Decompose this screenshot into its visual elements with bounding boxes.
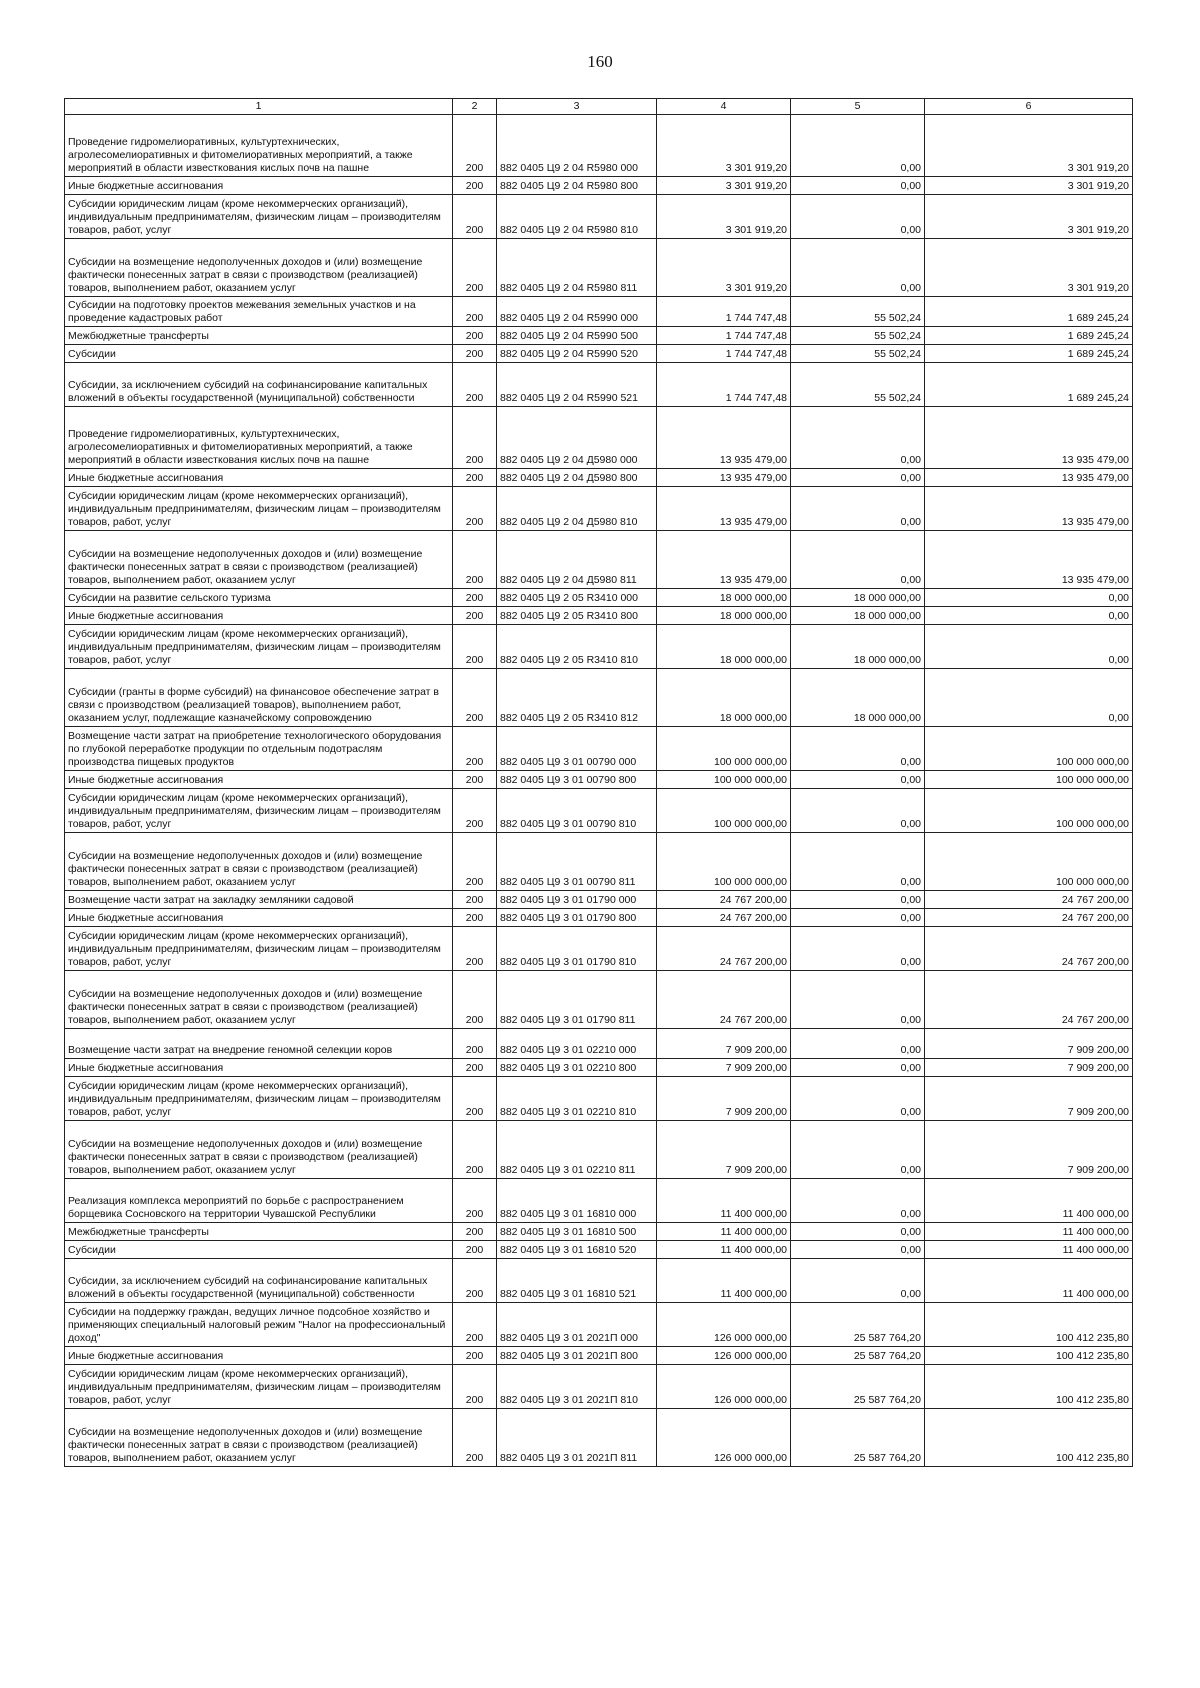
row-admin-code: 200 [453, 115, 497, 177]
row-planned-amount: 24 767 200,00 [657, 927, 791, 971]
row-classification-code: 882 0405 Ц9 3 01 02210 811 [497, 1121, 657, 1179]
row-executed-amount: 0,00 [791, 1179, 925, 1223]
row-remaining-amount: 11 400 000,00 [925, 1241, 1133, 1259]
row-executed-amount: 0,00 [791, 1029, 925, 1059]
table-row [65, 195, 1133, 239]
row-classification-code: 882 0405 Ц9 3 01 2021П 810 [497, 1365, 657, 1409]
table-row [65, 1121, 1133, 1179]
row-executed-amount: 0,00 [791, 927, 925, 971]
column-header: 5 [791, 99, 925, 115]
row-admin-code: 200 [453, 833, 497, 891]
row-classification-code: 882 0405 Ц9 3 01 02210 000 [497, 1029, 657, 1059]
table-row [65, 909, 1133, 927]
row-executed-amount: 0,00 [791, 195, 925, 239]
row-name: Иные бюджетные ассигнования [65, 771, 453, 789]
table-row [65, 239, 1133, 297]
row-name: Межбюджетные трансферты [65, 1223, 453, 1241]
row-planned-amount: 7 909 200,00 [657, 1121, 791, 1179]
row-classification-code: 882 0405 Ц9 2 04 Д5980 810 [497, 487, 657, 531]
row-classification-code: 882 0405 Ц9 3 01 2021П 000 [497, 1303, 657, 1347]
table-row [65, 1409, 1133, 1467]
row-admin-code: 200 [453, 1259, 497, 1303]
row-name: Субсидии юридическим лицам (кроме некоммерческих организаций), индивидуальным предпринимателям, физическим лицам – производителям товаров, работ, услуг [65, 927, 453, 971]
row-admin-code: 200 [453, 469, 497, 487]
row-name: Иные бюджетные ассигнования [65, 607, 453, 625]
row-planned-amount: 13 935 479,00 [657, 531, 791, 589]
row-classification-code: 882 0405 Ц9 2 04 R5990 521 [497, 363, 657, 407]
row-remaining-amount: 24 767 200,00 [925, 909, 1133, 927]
row-executed-amount: 0,00 [791, 487, 925, 531]
row-remaining-amount: 7 909 200,00 [925, 1029, 1133, 1059]
row-planned-amount: 126 000 000,00 [657, 1303, 791, 1347]
row-executed-amount: 0,00 [791, 1259, 925, 1303]
row-classification-code: 882 0405 Ц9 3 01 00790 810 [497, 789, 657, 833]
row-name: Возмещение части затрат на приобретение технологического оборудования по глубокой переработке продукции по отдельным подотраслям производства пищевых продуктов [65, 727, 453, 771]
row-remaining-amount: 1 689 245,24 [925, 327, 1133, 345]
row-remaining-amount: 11 400 000,00 [925, 1223, 1133, 1241]
row-planned-amount: 100 000 000,00 [657, 789, 791, 833]
row-remaining-amount: 24 767 200,00 [925, 891, 1133, 909]
row-remaining-amount: 0,00 [925, 589, 1133, 607]
row-planned-amount: 18 000 000,00 [657, 607, 791, 625]
row-planned-amount: 13 935 479,00 [657, 469, 791, 487]
row-classification-code: 882 0405 Ц9 2 04 Д5980 000 [497, 407, 657, 469]
row-planned-amount: 100 000 000,00 [657, 727, 791, 771]
row-classification-code: 882 0405 Ц9 3 01 00790 811 [497, 833, 657, 891]
budget-table [64, 98, 1133, 1467]
row-admin-code: 200 [453, 625, 497, 669]
row-name: Субсидии юридическим лицам (кроме некоммерческих организаций), индивидуальным предпринимателям, физическим лицам – производителям товаров, работ, услуг [65, 1077, 453, 1121]
table-row [65, 1365, 1133, 1409]
row-classification-code: 882 0405 Ц9 3 01 01790 800 [497, 909, 657, 927]
row-executed-amount: 0,00 [791, 115, 925, 177]
row-classification-code: 882 0405 Ц9 2 05 R3410 810 [497, 625, 657, 669]
row-admin-code: 200 [453, 531, 497, 589]
row-classification-code: 882 0405 Ц9 2 04 R5980 800 [497, 177, 657, 195]
row-executed-amount: 0,00 [791, 789, 925, 833]
row-executed-amount: 0,00 [791, 1223, 925, 1241]
row-classification-code: 882 0405 Ц9 3 01 01790 811 [497, 971, 657, 1029]
row-remaining-amount: 3 301 919,20 [925, 239, 1133, 297]
row-admin-code: 200 [453, 1347, 497, 1365]
row-planned-amount: 3 301 919,20 [657, 177, 791, 195]
row-classification-code: 882 0405 Ц9 2 04 Д5980 800 [497, 469, 657, 487]
row-name: Субсидии на возмещение недополученных доходов и (или) возмещение фактически понесенных затрат в связи с производством (реализацией) товаров, выполнением работ, оказанием услуг [65, 531, 453, 589]
row-planned-amount: 18 000 000,00 [657, 589, 791, 607]
row-planned-amount: 3 301 919,20 [657, 239, 791, 297]
row-name: Субсидии, за исключением субсидий на софинансирование капитальных вложений в объекты государственной (муниципальной) собственности [65, 363, 453, 407]
row-executed-amount: 0,00 [791, 1059, 925, 1077]
row-executed-amount: 25 587 764,20 [791, 1347, 925, 1365]
row-executed-amount: 0,00 [791, 239, 925, 297]
row-executed-amount: 55 502,24 [791, 297, 925, 327]
row-classification-code: 882 0405 Ц9 3 01 2021П 811 [497, 1409, 657, 1467]
table-row [65, 487, 1133, 531]
row-classification-code: 882 0405 Ц9 2 04 R5990 500 [497, 327, 657, 345]
row-classification-code: 882 0405 Ц9 3 01 16810 500 [497, 1223, 657, 1241]
row-planned-amount: 1 744 747,48 [657, 345, 791, 363]
table-row [65, 669, 1133, 727]
row-planned-amount: 1 744 747,48 [657, 327, 791, 345]
table-row [65, 177, 1133, 195]
table-row [65, 833, 1133, 891]
row-admin-code: 200 [453, 909, 497, 927]
row-admin-code: 200 [453, 607, 497, 625]
row-executed-amount: 0,00 [791, 1121, 925, 1179]
row-classification-code: 882 0405 Ц9 2 04 R5990 000 [497, 297, 657, 327]
table-row [65, 1347, 1133, 1365]
table-row [65, 625, 1133, 669]
row-executed-amount: 0,00 [791, 1241, 925, 1259]
row-remaining-amount: 13 935 479,00 [925, 407, 1133, 469]
row-executed-amount: 0,00 [791, 407, 925, 469]
row-planned-amount: 7 909 200,00 [657, 1029, 791, 1059]
row-remaining-amount: 13 935 479,00 [925, 487, 1133, 531]
row-planned-amount: 126 000 000,00 [657, 1409, 791, 1467]
row-classification-code: 882 0405 Ц9 3 01 16810 520 [497, 1241, 657, 1259]
table-row [65, 589, 1133, 607]
row-classification-code: 882 0405 Ц9 2 04 R5980 810 [497, 195, 657, 239]
row-classification-code: 882 0405 Ц9 3 01 02210 800 [497, 1059, 657, 1077]
row-planned-amount: 3 301 919,20 [657, 115, 791, 177]
page-number: 160 [587, 52, 613, 71]
row-admin-code: 200 [453, 1303, 497, 1347]
row-executed-amount: 0,00 [791, 833, 925, 891]
row-name: Субсидии на развитие сельского туризма [65, 589, 453, 607]
row-admin-code: 200 [453, 407, 497, 469]
row-classification-code: 882 0405 Ц9 3 01 00790 000 [497, 727, 657, 771]
table-row [65, 1029, 1133, 1059]
row-planned-amount: 11 400 000,00 [657, 1241, 791, 1259]
row-executed-amount: 18 000 000,00 [791, 625, 925, 669]
row-admin-code: 200 [453, 1409, 497, 1467]
row-admin-code: 200 [453, 669, 497, 727]
row-classification-code: 882 0405 Ц9 3 01 01790 000 [497, 891, 657, 909]
row-admin-code: 200 [453, 327, 497, 345]
table-row [65, 469, 1133, 487]
row-name: Иные бюджетные ассигнования [65, 1059, 453, 1077]
row-name: Субсидии юридическим лицам (кроме некоммерческих организаций), индивидуальным предпринимателям, физическим лицам – производителям товаров, работ, услуг [65, 487, 453, 531]
row-remaining-amount: 100 412 235,80 [925, 1409, 1133, 1467]
table-row [65, 407, 1133, 469]
row-classification-code: 882 0405 Ц9 3 01 01790 810 [497, 927, 657, 971]
column-header: 4 [657, 99, 791, 115]
column-header: 2 [453, 99, 497, 115]
row-name: Субсидии юридическим лицам (кроме некоммерческих организаций), индивидуальным предпринимателям, физическим лицам – производителям товаров, работ, услуг [65, 625, 453, 669]
row-remaining-amount: 100 000 000,00 [925, 789, 1133, 833]
table-header-row [65, 99, 1133, 115]
row-admin-code: 200 [453, 891, 497, 909]
row-executed-amount: 0,00 [791, 727, 925, 771]
row-remaining-amount: 100 000 000,00 [925, 833, 1133, 891]
table-row [65, 115, 1133, 177]
row-remaining-amount: 0,00 [925, 669, 1133, 727]
row-admin-code: 200 [453, 195, 497, 239]
table-row [65, 927, 1133, 971]
row-planned-amount: 24 767 200,00 [657, 891, 791, 909]
row-name: Субсидии на возмещение недополученных доходов и (или) возмещение фактически понесенных затрат в связи с производством (реализацией) товаров, выполнением работ, оказанием услуг [65, 971, 453, 1029]
row-remaining-amount: 0,00 [925, 607, 1133, 625]
row-classification-code: 882 0405 Ц9 3 01 16810 000 [497, 1179, 657, 1223]
row-admin-code: 200 [453, 789, 497, 833]
row-planned-amount: 18 000 000,00 [657, 625, 791, 669]
row-admin-code: 200 [453, 1121, 497, 1179]
table-row [65, 1259, 1133, 1303]
row-planned-amount: 3 301 919,20 [657, 195, 791, 239]
row-executed-amount: 18 000 000,00 [791, 669, 925, 727]
row-remaining-amount: 7 909 200,00 [925, 1077, 1133, 1121]
row-admin-code: 200 [453, 727, 497, 771]
row-executed-amount: 18 000 000,00 [791, 589, 925, 607]
row-remaining-amount: 100 412 235,80 [925, 1347, 1133, 1365]
table-row [65, 771, 1133, 789]
row-name: Иные бюджетные ассигнования [65, 909, 453, 927]
row-remaining-amount: 1 689 245,24 [925, 345, 1133, 363]
row-remaining-amount: 100 412 235,80 [925, 1365, 1133, 1409]
table-row [65, 297, 1133, 327]
table-row [65, 345, 1133, 363]
row-admin-code: 200 [453, 1059, 497, 1077]
row-classification-code: 882 0405 Ц9 2 04 R5990 520 [497, 345, 657, 363]
row-remaining-amount: 24 767 200,00 [925, 927, 1133, 971]
row-remaining-amount: 3 301 919,20 [925, 177, 1133, 195]
row-planned-amount: 126 000 000,00 [657, 1365, 791, 1409]
row-remaining-amount: 13 935 479,00 [925, 469, 1133, 487]
table-row [65, 607, 1133, 625]
row-admin-code: 200 [453, 297, 497, 327]
row-executed-amount: 25 587 764,20 [791, 1409, 925, 1467]
row-remaining-amount: 3 301 919,20 [925, 115, 1133, 177]
table-row [65, 1303, 1133, 1347]
row-name: Возмещение части затрат на закладку земляники садовой [65, 891, 453, 909]
row-name: Субсидии на поддержку граждан, ведущих личное подсобное хозяйство и применяющих специальный налоговый режим "Налог на профессиональный доход" [65, 1303, 453, 1347]
row-admin-code: 200 [453, 1029, 497, 1059]
row-name: Иные бюджетные ассигнования [65, 1347, 453, 1365]
table-row [65, 971, 1133, 1029]
row-admin-code: 200 [453, 239, 497, 297]
row-admin-code: 200 [453, 1223, 497, 1241]
column-header: 1 [65, 99, 453, 115]
row-admin-code: 200 [453, 177, 497, 195]
row-admin-code: 200 [453, 971, 497, 1029]
row-remaining-amount: 24 767 200,00 [925, 971, 1133, 1029]
row-remaining-amount: 1 689 245,24 [925, 297, 1133, 327]
table-row [65, 327, 1133, 345]
row-planned-amount: 11 400 000,00 [657, 1259, 791, 1303]
table-row [65, 531, 1133, 589]
row-planned-amount: 100 000 000,00 [657, 833, 791, 891]
row-remaining-amount: 100 000 000,00 [925, 727, 1133, 771]
row-executed-amount: 25 587 764,20 [791, 1365, 925, 1409]
row-remaining-amount: 7 909 200,00 [925, 1121, 1133, 1179]
row-admin-code: 200 [453, 589, 497, 607]
row-planned-amount: 11 400 000,00 [657, 1179, 791, 1223]
row-admin-code: 200 [453, 345, 497, 363]
row-executed-amount: 25 587 764,20 [791, 1303, 925, 1347]
row-executed-amount: 0,00 [791, 971, 925, 1029]
table-row [65, 727, 1133, 771]
row-planned-amount: 18 000 000,00 [657, 669, 791, 727]
row-name: Субсидии, за исключением субсидий на софинансирование капитальных вложений в объекты государственной (муниципальной) собственности [65, 1259, 453, 1303]
table-row [65, 363, 1133, 407]
table-row [65, 789, 1133, 833]
row-classification-code: 882 0405 Ц9 3 01 2021П 800 [497, 1347, 657, 1365]
row-remaining-amount: 100 000 000,00 [925, 771, 1133, 789]
row-classification-code: 882 0405 Ц9 2 04 R5980 000 [497, 115, 657, 177]
row-executed-amount: 55 502,24 [791, 363, 925, 407]
row-executed-amount: 0,00 [791, 177, 925, 195]
row-executed-amount: 0,00 [791, 909, 925, 927]
table-row [65, 891, 1133, 909]
row-classification-code: 882 0405 Ц9 2 05 R3410 800 [497, 607, 657, 625]
row-executed-amount: 0,00 [791, 891, 925, 909]
row-name: Субсидии на возмещение недополученных доходов и (или) возмещение фактически понесенных затрат в связи с производством (реализацией) товаров, выполнением работ, оказанием услуг [65, 239, 453, 297]
table-row [65, 1241, 1133, 1259]
row-executed-amount: 0,00 [791, 469, 925, 487]
row-planned-amount: 126 000 000,00 [657, 1347, 791, 1365]
row-executed-amount: 0,00 [791, 1077, 925, 1121]
row-remaining-amount: 3 301 919,20 [925, 195, 1133, 239]
row-planned-amount: 1 744 747,48 [657, 363, 791, 407]
row-name: Возмещение части затрат на внедрение геномной селекции коров [65, 1029, 453, 1059]
table-row [65, 1179, 1133, 1223]
column-header: 6 [925, 99, 1133, 115]
row-name: Субсидии на подготовку проектов межевания земельных участков и на проведение кадастровых работ [65, 297, 453, 327]
row-name: Субсидии на возмещение недополученных доходов и (или) возмещение фактически понесенных затрат в связи с производством (реализацией) товаров, выполнением работ, оказанием услуг [65, 833, 453, 891]
row-name: Субсидии [65, 345, 453, 363]
row-admin-code: 200 [453, 487, 497, 531]
row-planned-amount: 7 909 200,00 [657, 1059, 791, 1077]
row-classification-code: 882 0405 Ц9 2 05 R3410 000 [497, 589, 657, 607]
row-admin-code: 200 [453, 927, 497, 971]
row-executed-amount: 18 000 000,00 [791, 607, 925, 625]
row-name: Субсидии на возмещение недополученных доходов и (или) возмещение фактически понесенных затрат в связи с производством (реализацией) товаров, выполнением работ, оказанием услуг [65, 1121, 453, 1179]
row-admin-code: 200 [453, 1365, 497, 1409]
row-remaining-amount: 1 689 245,24 [925, 363, 1133, 407]
row-name: Субсидии юридическим лицам (кроме некоммерческих организаций), индивидуальным предпринимателям, физическим лицам – производителям товаров, работ, услуг [65, 195, 453, 239]
row-name: Иные бюджетные ассигнования [65, 177, 453, 195]
row-planned-amount: 24 767 200,00 [657, 971, 791, 1029]
row-name: Проведение гидромелиоративных, культуртехнических, агролесомелиоративных и фитомелиоративных мероприятий, а также мероприятий в области известкования кислых почв на пашне [65, 115, 453, 177]
row-name: Проведение гидромелиоративных, культуртехнических, агролесомелиоративных и фитомелиоративных мероприятий, а также мероприятий в области известкования кислых почв на пашне [65, 407, 453, 469]
row-planned-amount: 1 744 747,48 [657, 297, 791, 327]
table-row [65, 1077, 1133, 1121]
row-classification-code: 882 0405 Ц9 3 01 00790 800 [497, 771, 657, 789]
row-remaining-amount: 11 400 000,00 [925, 1179, 1133, 1223]
table-row [65, 1223, 1133, 1241]
table-row [65, 1059, 1133, 1077]
row-executed-amount: 0,00 [791, 531, 925, 589]
row-name: Межбюджетные трансферты [65, 327, 453, 345]
row-classification-code: 882 0405 Ц9 3 01 16810 521 [497, 1259, 657, 1303]
row-name: Субсидии на возмещение недополученных доходов и (или) возмещение фактически понесенных затрат в связи с производством (реализацией) товаров, выполнением работ, оказанием услуг [65, 1409, 453, 1467]
row-planned-amount: 100 000 000,00 [657, 771, 791, 789]
row-remaining-amount: 11 400 000,00 [925, 1259, 1133, 1303]
row-remaining-amount: 0,00 [925, 625, 1133, 669]
row-planned-amount: 7 909 200,00 [657, 1077, 791, 1121]
row-name: Субсидии юридическим лицам (кроме некоммерческих организаций), индивидуальным предпринимателям, физическим лицам – производителям товаров, работ, услуг [65, 1365, 453, 1409]
row-planned-amount: 24 767 200,00 [657, 909, 791, 927]
row-planned-amount: 11 400 000,00 [657, 1223, 791, 1241]
row-admin-code: 200 [453, 1179, 497, 1223]
row-name: Субсидии [65, 1241, 453, 1259]
row-admin-code: 200 [453, 771, 497, 789]
row-remaining-amount: 13 935 479,00 [925, 531, 1133, 589]
row-classification-code: 882 0405 Ц9 2 05 R3410 812 [497, 669, 657, 727]
row-admin-code: 200 [453, 363, 497, 407]
row-executed-amount: 55 502,24 [791, 327, 925, 345]
row-classification-code: 882 0405 Ц9 3 01 02210 810 [497, 1077, 657, 1121]
row-executed-amount: 55 502,24 [791, 345, 925, 363]
row-classification-code: 882 0405 Ц9 2 04 R5980 811 [497, 239, 657, 297]
row-name: Иные бюджетные ассигнования [65, 469, 453, 487]
row-executed-amount: 0,00 [791, 771, 925, 789]
row-name: Реализация комплекса мероприятий по борьбе с распространением борщевика Сосновского на территории Чувашской Республики [65, 1179, 453, 1223]
row-admin-code: 200 [453, 1241, 497, 1259]
row-classification-code: 882 0405 Ц9 2 04 Д5980 811 [497, 531, 657, 589]
row-name: Субсидии юридическим лицам (кроме некоммерческих организаций), индивидуальным предпринимателям, физическим лицам – производителям товаров, работ, услуг [65, 789, 453, 833]
column-header: 3 [497, 99, 657, 115]
row-planned-amount: 13 935 479,00 [657, 407, 791, 469]
row-admin-code: 200 [453, 1077, 497, 1121]
row-remaining-amount: 7 909 200,00 [925, 1059, 1133, 1077]
row-name: Субсидии (гранты в форме субсидий) на финансовое обеспечение затрат в связи с производством (реализацией товаров), выполнением работ, оказанием услуг, подлежащие казначейскому сопровождению [65, 669, 453, 727]
row-remaining-amount: 100 412 235,80 [925, 1303, 1133, 1347]
row-planned-amount: 13 935 479,00 [657, 487, 791, 531]
